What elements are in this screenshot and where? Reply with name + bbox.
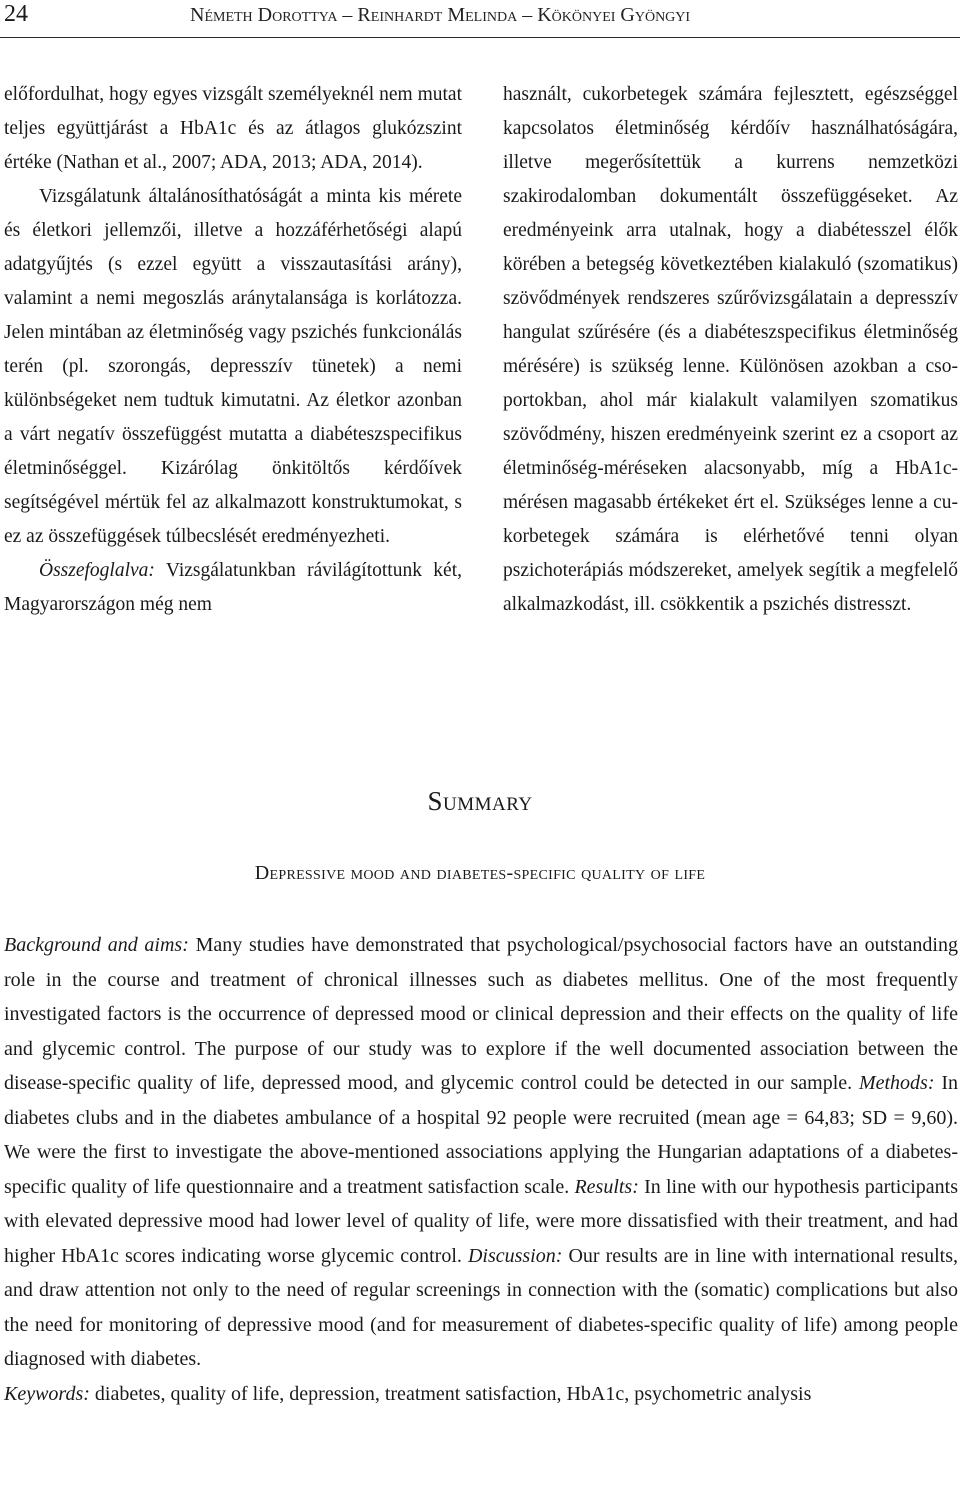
- left-column: [4, 78, 462, 622]
- discussion-text: Our results are in line with international results, and draw attention not only to the need of regular screenings in connection with the (somatic) complications but also the need for monitoring of depressive mood (and for measurement of diabetes-specific quality of life) among people diagnosed with diabetes.: [4, 1244, 958, 1370]
- english-abstract: [4, 928, 958, 1411]
- keywords-paragraph: [4, 1377, 958, 1412]
- running-header: [0, 0, 960, 44]
- header-rule: [0, 37, 960, 38]
- abstract-paragraph: [4, 928, 958, 1377]
- running-head-authors: Németh Dorottya – Reinhardt Melinda – Kökönyei Gyöngyi: [190, 4, 691, 26]
- summary-subtitle: Depressive mood and diabetes-specific quality of life: [254, 862, 706, 884]
- right-paragraph-1: használt, cukorbetegek számára fejlesztett, egészséggel kapcsolatos életminőség kérdőív használhatóságára, illetve megerősítettük a kurrens nemzetközi szakirodalomban dokumentált összefüggéseket. Az eredményeink arra utalnak, hogy a diabétesszel élők körében a betegség következtében kialakuló (szomatikus) szövődmények rendszeres szűrővizsgálatain a depresszív hangulat szűrésére (és a diabéteszspecifikus életminőség mérésére) is szükség lenne. Különösen azokban a csoportokban, ahol már kialakult valamilyen szomatikus szövődmény, hiszen eredményeink szerint ez a csoport az életminőség-méréseken alacsonyabb, míg a HbA1c-mérésen magasabb értékeket ért el. Szükséges lenne a cukorbetegek számára is elérhetővé tenni olyan pszichoterápiás módszereket, amelyek segítik a megfelelő alkalmazkodást, ill. csökkentik a pszichés distresszt.: [503, 84, 958, 615]
- left-paragraph-3: [4, 554, 462, 622]
- results-label: Results:: [574, 1175, 639, 1198]
- page-number: 24: [4, 1, 28, 27]
- discussion-label: Discussion:: [467, 1244, 563, 1267]
- left-paragraph-1: előfordulhat, hogy egyes vizsgált személyeknél nem mutat teljes együttjárást a HbA1c és az átlagos glukózszint értéke (Nathan et al., 2007; ADA, 2013; ADA, 2014).: [4, 84, 462, 173]
- background-label: Background and aims:: [4, 934, 189, 956]
- keywords-text: diabetes, quality of life, depression, treatment satisfaction, HbA1c, psychometric analysis: [89, 1382, 812, 1405]
- summary-text: Vizsgálatunkban rávilágítottunk két, Magyarországon még nem: [4, 560, 462, 615]
- methods-text: In diabetes clubs and in the diabetes ambulance of a hospital 92 people were recruited (mean age = 64,83; SD = 9,60). We were the first to investigate the above-mentioned associations applying the Hungarian adaptations of a diabetes-specific quality of life questionnaire and a treatment satisfaction scale.: [4, 1072, 958, 1198]
- keywords-label: Keywords:: [4, 1382, 90, 1405]
- background-text: Many studies have demonstrated that psychological/psychosocial factors have an outstanding role in the course and treatment of chronical illnesses such as diabetes mellitus. One of the most frequently investigated factors is the occurrence of depressed mood or clinical depression and their effects on the quality of life and glycemic control. The purpose of our study was to explore if the well documented association between the disease-specific quality of life, depressed mood, and glycemic control could be detected in our sample.: [4, 934, 958, 1094]
- results-text: In line with our hypothesis participants with elevated depressive mood had lower level of quality of life, were more dissatisfied with their treatment, and had higher HbA1c scores indicating worse glycemic control.: [4, 1175, 958, 1267]
- left-paragraph-2: Vizsgálatunk általánosíthatóságát a minta kis mérete és életkori jellemzői, illetve a hozzáférhetőségi alapú adatgyűjtés (s ezzel együtt a visszautasítási arány), valamint a nemi megoszlás aránytalansága is korlátozza. Jelen mintában az életminőség vagy pszichés funkcionálás terén (pl. szorongás, depresszív tünetek) a nemi különbségeket nem tudtuk kimutatni. Az életkor azonban a várt negatív összefüggést mutatta a diabéteszspecifikus életminőséggel. Kizárólag önkitöltős kérdőívek segítségével mértük fel az alkalmazott konstruktumokat, s ez az összefüggések túlbecslését eredményezheti.: [4, 186, 462, 547]
- methods-label: Methods:: [858, 1072, 935, 1094]
- right-column: [503, 78, 958, 622]
- summary-label: Összefoglalva:: [39, 560, 155, 581]
- summary-heading: Summary: [427, 786, 533, 816]
